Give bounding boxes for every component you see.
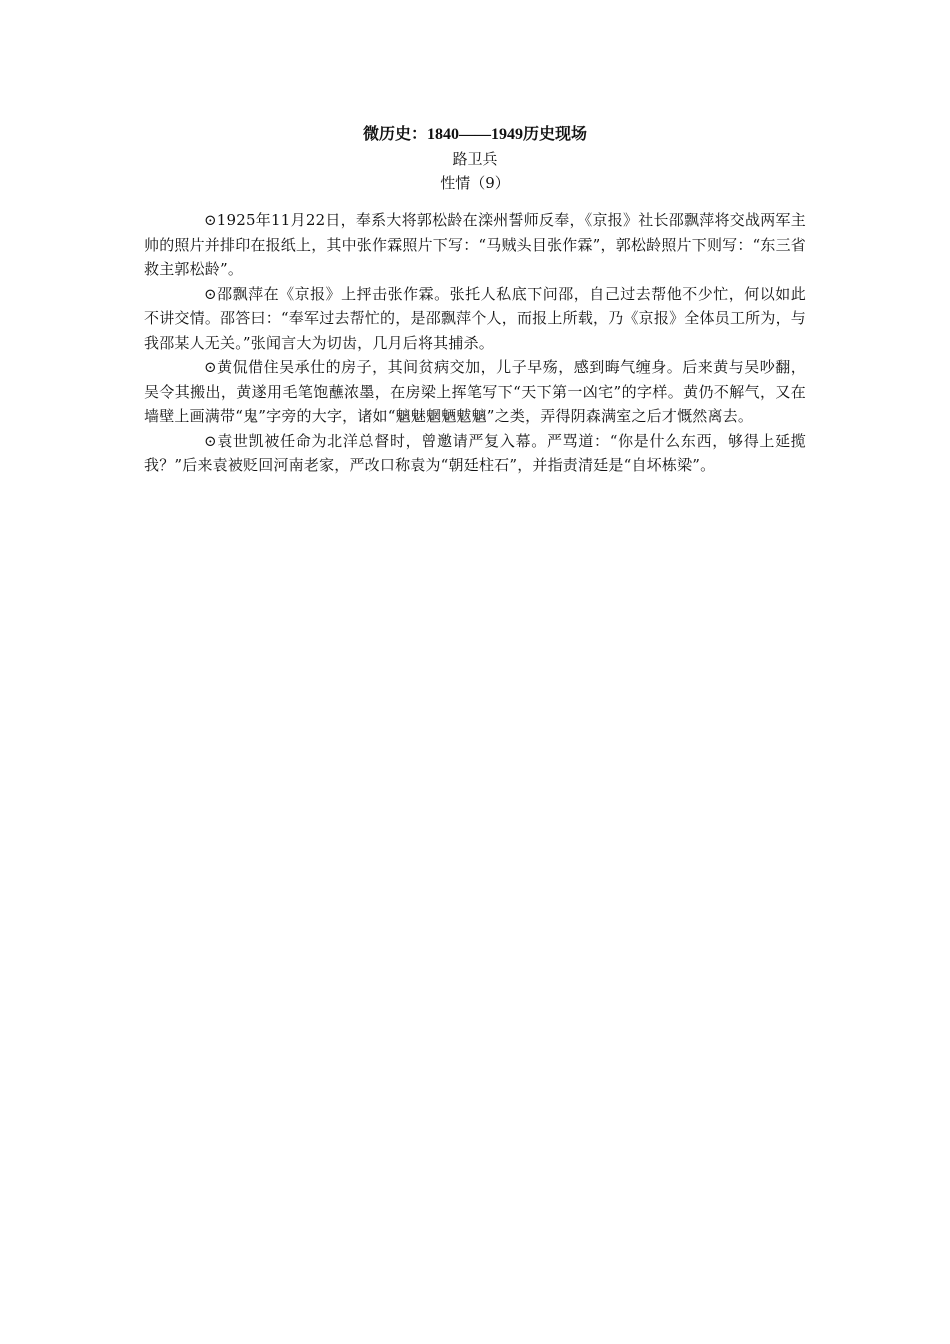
document-title: 微历史：1840——1949历史现场 xyxy=(362,126,587,143)
document-subtitle: 性情（9） xyxy=(440,174,510,192)
paragraph-4: ⊙袁世凯被任命为北洋总督时，曾邀请严复入幕。严骂道：“你是什么东西，够得上延揽我？”后来袁被贬回河南老家，严改口称袁为“朝廷柱石”，并指责清廷是“自坏栋梁”。 xyxy=(144,431,806,474)
document-author: 路卫兵 xyxy=(452,150,498,168)
document-header xyxy=(144,123,806,195)
paragraph-2: ⊙邵飘萍在《京报》上抨击张作霖。张托人私底下问邵，自己过去帮他不少忙，何以如此不讲交情。邵答曰：“奉军过去帮忙的，是邵飘萍个人，而报上所载，乃《京报》全体员工所为，与我邵某人无关。”张闻言大为切齿，几月后将其捕杀。 xyxy=(144,284,806,352)
document-body xyxy=(144,208,806,478)
paragraph-3: ⊙黄侃借住吴承仕的房子，其间贫病交加，儿子早殇，感到晦气缠身。后来黄与吴吵翻，吴令其搬出，黄遂用毛笔饱蘸浓墨，在房梁上挥笔写下“天下第一凶宅”的字样。黄仍不解气，又在墙壁上画满带“鬼”字旁的大字，诸如“魑魅魍魉魃魑”之类，弄得阴森满室之后才慨然离去。 xyxy=(144,358,806,425)
paragraph-1: ⊙1925年11月22日，奉系大将郭松龄在滦州誓师反奉，《京报》社长邵飘萍将交战两军主帅的照片并排印在报纸上，其中张作霖照片下写：“马贼头目张作霖”，郭松龄照片下则写：“东三省救主郭松龄”。 xyxy=(144,211,807,278)
